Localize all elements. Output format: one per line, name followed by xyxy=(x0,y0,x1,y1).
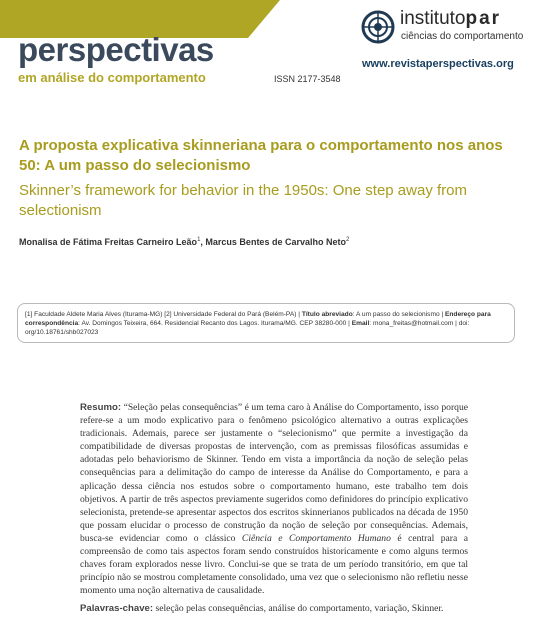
keywords-label: Palavras-chave: xyxy=(80,603,154,614)
author-1: Monalisa de Fátima Freitas Carneiro Leão xyxy=(19,237,198,247)
globe-icon xyxy=(361,10,395,44)
journal-subtitle: em análise do comportamento xyxy=(18,70,206,85)
abstract-book-title: Ciência e Comportamento Humano xyxy=(241,532,391,544)
journal-title: perspectivas xyxy=(18,31,214,68)
affiliations-box xyxy=(17,303,515,343)
website-link[interactable]: www.revistaperspectivas.org xyxy=(362,58,514,70)
address: : Av. Domingos Teixeira, 664. Residencial Recanto dos Lagos. Iturama/MG. CEP 38280-000 | xyxy=(78,320,352,327)
article-title-en: Skinner’s framework for behavior in the 1950s: One step away from selectionism xyxy=(19,182,467,219)
article-title-pt: A proposta explicativa skinneriana para o comportamento nos anos 50: A um passo do selecionismo xyxy=(19,137,503,174)
abstract-text-1: “Seleção pelas consequências” é um tema caro à Análise do Comportamento, isso porque refere-se a um modo explicativo para o fenômeno psicológico alternativo a outras explicações tradicionais. Ademais, parece ser justamente o “selecionismo” que permite a investigação da compatibilidade de diversas propostas de intervenção, com as premissas filosóficas assumidas e adotadas pelo behaviorismo de Skinner. Tendo em vista a importância da noção de seleção pelas consequências para a delimitação do campo de interesse da Análise do Comportamento, e para a aplicação dessa ciência nos estudos sobre o comportamento humano, este trabalho tem dois objetivos. A partir de três aspectos previamente sugeridos como definidores do princípio explicativo selecionista, pretende-se apresentar aspectos dos escritos skinnerianos publicados na década de 1950 que possam elucidar o processo de construção da noção de seleção por consequências. Ademais, busca-se evidenciar como o clássico xyxy=(80,402,468,544)
author-2: Marcus Bentes de Carvalho Neto xyxy=(205,237,346,247)
affiliations-text: [1] Faculdade Aldete Maria Alves (Iturama-MG) [2] Universidade Federal do Pará (Belém-PA) | xyxy=(25,311,302,318)
author-1-sup: 1 xyxy=(197,237,201,243)
institute-name-a: instituto xyxy=(400,8,466,29)
short-title-label: Título abreviado xyxy=(301,311,353,318)
author-separator: , xyxy=(200,237,206,247)
author-2-sup: 2 xyxy=(345,237,350,243)
keywords xyxy=(80,603,480,614)
abstract-text-2: é central para a compreensão de como tais aspectos foram sendo construídos historicamente e como alguns termos chaves foram explorados nesse livro. Conclui-se que se trata de um período transitório, em que tal princípio não se mostrou completamente consolidado, uma vez que o selecionismo não refletiu nesse momento uma noção alternativa de causalidade. xyxy=(80,532,468,597)
abstract-label: Resumo: xyxy=(80,402,122,413)
institute-name-b: par xyxy=(465,8,502,29)
institute-subtitle: ciências do comportamento xyxy=(401,31,524,42)
email-label: Email xyxy=(351,320,370,327)
authors-line xyxy=(19,237,349,247)
issn: ISSN 2177-3548 xyxy=(274,74,341,84)
email-doi: : mona_freitas@hotmail.com | doi: org/10.18761/shb027023 xyxy=(25,320,470,336)
abstract xyxy=(80,401,468,597)
address-label: Endereço para correspondência xyxy=(25,311,491,327)
short-title: : A um passo do selecionismo | xyxy=(352,311,445,318)
institute-name xyxy=(400,8,501,30)
keywords-text: seleção pelas consequências, análise do comportamento, variação, Skinner. xyxy=(153,603,444,614)
